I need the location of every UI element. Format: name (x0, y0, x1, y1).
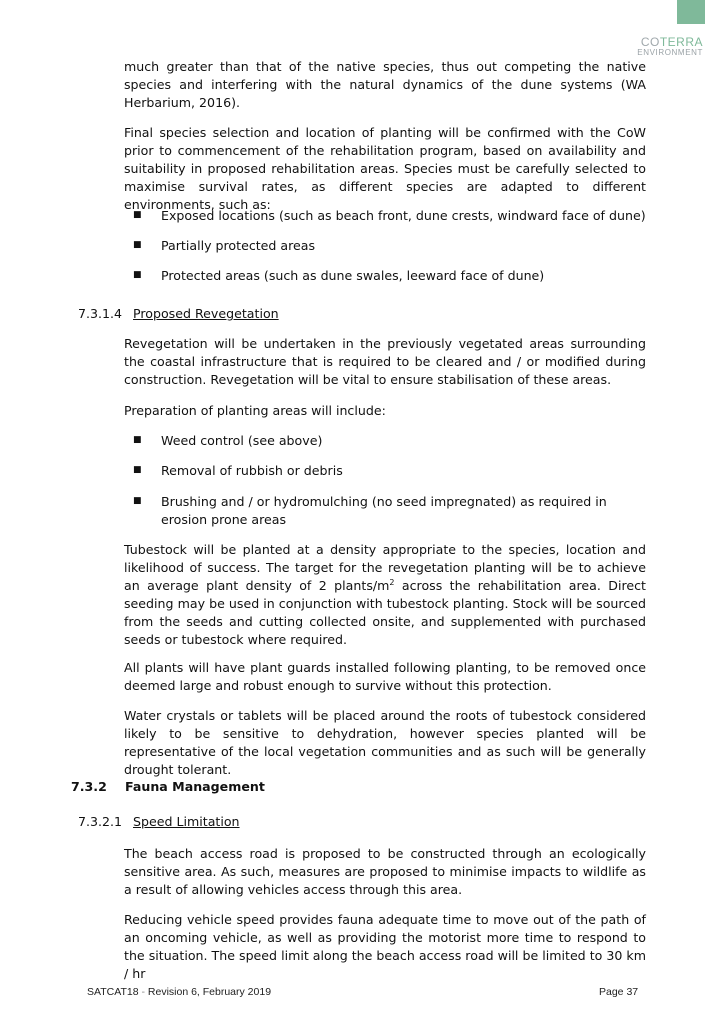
footer-doc-code: SATCAT18 (87, 986, 139, 998)
bullet-icon: ■ (133, 210, 142, 220)
paragraph-plant-guards: All plants will have plant guards installed following planting, to be removed once deemed large and robust enough to survive without this protection. (124, 660, 646, 693)
footer-doc-info (87, 986, 271, 998)
footer-revision: Revision 6, February 2019 (147, 986, 272, 998)
paragraph-weeds-continued: much greater than that of the native species, thus out competing the native species and interfering with the natural dynamics of the dune systems (WA Herbarium, 2016). (124, 59, 646, 110)
list-item: ■ Removal of rubbish or debris (133, 463, 343, 478)
bullet-icon: ■ (133, 435, 142, 445)
bullet-icon: ■ (133, 465, 142, 475)
bullet-icon: ■ (133, 496, 142, 506)
list-item: ■ Exposed locations (such as beach front, dune crests, windward face of dune) (133, 208, 646, 223)
logo-name-primary: CO (640, 35, 660, 49)
list-item: ■ Partially protected areas (133, 238, 316, 253)
heading-speed-limitation: 7.3.2.1 Speed Limitation (78, 814, 240, 829)
paragraph-tubestock: Tubestock will be planted at a density appropriate to the species, location and likelihood of success. The target for the revegetation planting will be to achieve an average plant density of 2 plants/$m^2$ across the rehabilitation area. Direct seeding may be used in conjunction with tubestock planting. Stock will be sourced from the seeds and cutting collected onsite, and supplemented with purchased seeds or tubestock where required. (124, 542, 646, 647)
logo-name-accent: TERRA (659, 35, 703, 49)
heading-proposed-revegetation: 7.3.1.4 Proposed Revegetation (78, 306, 279, 321)
paragraph-water-crystals: Water crystals or tablets will be placed around the roots of tubestock considered likely to be sensitive to dehydration, however species planted will be representative of the local vegetation communities and as such will be generally drought tolerant. (124, 708, 646, 777)
corner-color-block (677, 0, 705, 24)
coterra-logo (637, 36, 703, 57)
list-item: ■ Weed control (see above) (133, 433, 323, 448)
list-item: ■ Protected areas (such as dune swales, leeward face of dune) (133, 268, 545, 283)
paragraph-beach-access: The beach access road is proposed to be constructed through an ecologically sensitive area. As such, measures are proposed to minimise impacts to wildlife as a result of allowing vehicles access through this area. (124, 846, 646, 897)
footer-separator: - (141, 986, 145, 998)
paragraph-vehicle-speed: Reducing vehicle speed provides fauna adequate time to move out of the path of an oncoming vehicle, as well as providing the motorist more time to respond to the situation. The speed limit along the beach access road will be limited to 30 km / hr (124, 912, 646, 981)
bullet-icon: ■ (133, 270, 142, 280)
heading-fauna-management: 7.3.2 Fauna Management (71, 779, 265, 794)
footer-page-number: Page 37 (599, 986, 639, 998)
list-item: ■ Brushing and / or hydromulching (no seed impregnated) as required in erosion prone areas (133, 494, 607, 527)
logo-subtitle: ENVIRONMENT (637, 48, 703, 57)
paragraph-preparation: Preparation of planting areas will include: (124, 403, 386, 418)
paragraph-revegetation: Revegetation will be undertaken in the previously vegetated areas surrounding the coastal infrastructure that is required to be cleared and / or modified during construction. Revegetation will be vital to ensure stabilisation of these areas. (124, 336, 646, 387)
bullet-icon: ■ (133, 240, 142, 250)
paragraph-species-selection: Final species selection and location of planting will be confirmed with the CoW prior to commencement of the rehabilitation program, based on availability and suitability in proposed rehabilitation areas. Species must be carefully selected to maximise survival rates, as different species are adapted to different environments, such as: (124, 125, 646, 212)
